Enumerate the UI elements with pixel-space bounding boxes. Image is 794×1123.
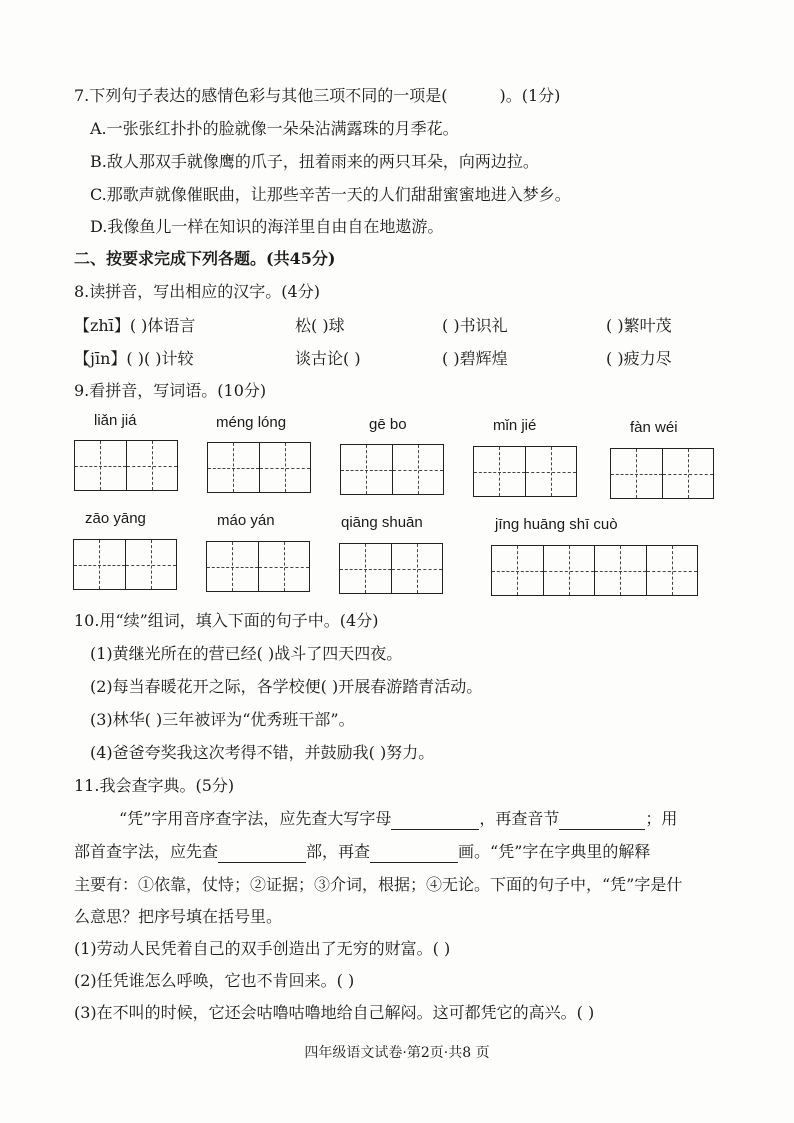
- q10-stem: 10.用“续”组词，填入下面的句子中。(4分): [74, 611, 379, 630]
- q11-paragraph-line-2: [74, 841, 650, 863]
- q10-item: (2)每当春暖花开之际，各学校便( )开展春游踏青活动。: [90, 677, 483, 696]
- q7-option-b: B.敌人那双手就像鹰的爪子，扭着雨来的两只耳朵，向两边拉。: [90, 152, 539, 171]
- q7-stem-a: 7.下列句子表达的感情色彩与其他三项不同的一项是(: [74, 86, 448, 105]
- q9-stem: 9.看拼音，写词语。(10分): [74, 381, 267, 400]
- q11-paragraph-line-4: 么意思？把序号填在括号里。: [74, 907, 283, 926]
- q11-item: (1)劳动人民凭着自己的双手创造出了无穷的财富。( ): [74, 939, 451, 958]
- q7-option-d: D.我像鱼儿一样在知识的海洋里自由自在地遨游。: [90, 217, 444, 236]
- q10-item: (1)黄继光所在的营已经( )战斗了四天四夜。: [90, 644, 403, 663]
- q11-paragraph-line-1: [119, 808, 677, 830]
- q9-pinyin: fàn wéi: [630, 419, 678, 436]
- q9-writing-grid[interactable]: [206, 541, 310, 592]
- q8-stem: 8.读拼音，写出相应的汉字。(4分): [74, 282, 320, 301]
- q9-writing-grid[interactable]: [491, 545, 698, 596]
- q9-writing-grid[interactable]: [339, 543, 443, 594]
- q9-pinyin: qiāng shuān: [341, 514, 423, 531]
- q11-p2-a: 部首查字法，应先查: [74, 842, 219, 861]
- q8-row1-item: 【zhī】( )体语言: [74, 316, 196, 335]
- page-footer: 四年级语文试卷·第2页·共8 页: [304, 1045, 490, 1061]
- q9-writing-grid[interactable]: [473, 446, 577, 497]
- q9-pinyin: jīng huāng shī cuò: [495, 516, 618, 533]
- q9-writing-grid[interactable]: [340, 444, 444, 495]
- q9-pinyin: méng lóng: [216, 414, 287, 431]
- q8-row1-item: ( )书识礼: [442, 316, 508, 335]
- q9-writing-grid[interactable]: [74, 440, 178, 491]
- q9-writing-grid[interactable]: [207, 442, 311, 493]
- q7-stem-b: )。(1分): [499, 86, 561, 105]
- syllable-blank[interactable]: [559, 811, 645, 830]
- strokes-blank[interactable]: [370, 844, 458, 863]
- q7-stem: [74, 85, 560, 107]
- q8-row1-item: ( )繁叶茂: [606, 316, 672, 335]
- q9-pinyin: gē bo: [369, 416, 407, 433]
- q11-p1-b: ，再查音节: [479, 809, 560, 828]
- q8-row2-item: 【jīn】( )( )计较: [74, 349, 194, 368]
- q11-paragraph-line-3: 主要有：①依靠，仗恃；②证据；③介词，根据；④无论。下面的句子中，“凭”字是什: [74, 875, 683, 894]
- q9-pinyin: máo yán: [217, 512, 275, 529]
- radical-blank[interactable]: [218, 844, 306, 863]
- q8-row2-item: 谈古论( ): [295, 349, 361, 368]
- q9-pinyin: zāo yāng: [85, 510, 146, 527]
- q8-row1-item: 松( )球: [295, 316, 345, 335]
- q11-p2-c: 画。“凭”字在字典里的解释: [458, 842, 651, 861]
- q10-item: (4)爸爸夸奖我这次考得不错，并鼓励我( )努力。: [90, 743, 435, 762]
- q10-item: (3)林华( )三年被评为“优秀班干部”。: [90, 710, 355, 729]
- q11-item: (2)任凭谁怎么呼唤，它也不肯回来。( ): [74, 971, 355, 990]
- q8-row2-item: ( )疲力尽: [606, 349, 672, 368]
- q11-p1-c: ；用: [645, 809, 678, 828]
- section-2-heading: 二、按要求完成下列各题。(共45分): [74, 249, 336, 268]
- q9-writing-grid[interactable]: [610, 448, 714, 499]
- q11-stem: 11.我会查字典。(5分): [74, 776, 235, 795]
- q9-pinyin: liǎn jiá: [94, 412, 137, 429]
- q7-option-c: C.那歌声就像催眠曲，让那些辛苦一天的人们甜甜蜜蜜地进入梦乡。: [90, 185, 571, 204]
- q7-option-a: A.一张张红扑扑的脸就像一朵朵沾满露珠的月季花。: [90, 119, 459, 138]
- q9-pinyin: mǐn jié: [493, 417, 537, 434]
- q9-writing-grid[interactable]: [73, 539, 177, 590]
- letter-blank[interactable]: [391, 811, 479, 830]
- q11-p1-a: “凭”字用音序查字法，应先查大写字母: [119, 809, 392, 828]
- q8-row2-item: ( )碧辉煌: [442, 349, 508, 368]
- q11-p2-b: 部，再查: [306, 842, 371, 861]
- q11-item: (3)在不叫的时候，它还会咕噜咕噜地给自己解闷。这可都凭它的高兴。( ): [74, 1003, 595, 1022]
